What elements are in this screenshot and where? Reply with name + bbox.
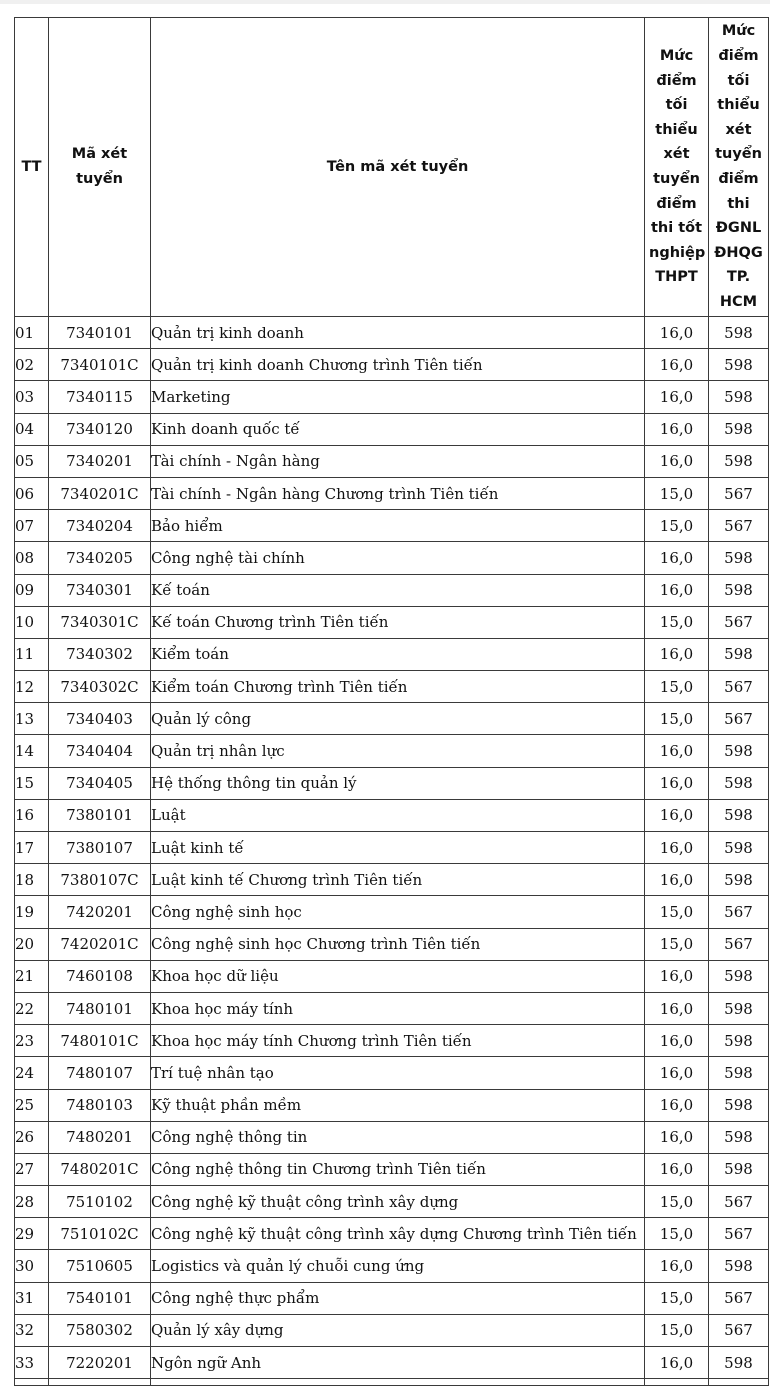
table-row	[15, 1025, 769, 1057]
row-number: 14	[15, 735, 49, 767]
empty-cell	[645, 1379, 709, 1386]
thpt-min-score: 16,0	[645, 1347, 709, 1379]
header-tt: TT	[15, 18, 49, 317]
admission-code: 7480101C	[49, 1025, 151, 1057]
program-name: Kiểm toán Chương trình Tiên tiến	[151, 671, 645, 703]
row-number: 05	[15, 445, 49, 477]
table-row	[15, 1314, 769, 1346]
program-name: Tài chính - Ngân hàng	[151, 445, 645, 477]
admission-code: 7340404	[49, 735, 151, 767]
admission-code: 7480101	[49, 992, 151, 1024]
admission-code: 7510102C	[49, 1218, 151, 1250]
thpt-min-score: 16,0	[645, 445, 709, 477]
admission-code: 7460108	[49, 960, 151, 992]
thpt-min-score: 16,0	[645, 960, 709, 992]
dgnl-min-score: 598	[709, 1089, 769, 1121]
program-name: Quản trị nhân lực	[151, 735, 645, 767]
thpt-min-score: 16,0	[645, 381, 709, 413]
program-name: Luật kinh tế	[151, 832, 645, 864]
table-row	[15, 1153, 769, 1185]
admission-code: 7480107	[49, 1057, 151, 1089]
row-number: 29	[15, 1218, 49, 1250]
admission-code: 7540101	[49, 1282, 151, 1314]
empty-cell	[49, 1379, 151, 1386]
row-number: 06	[15, 477, 49, 509]
table-row	[15, 1089, 769, 1121]
program-name: Công nghệ kỹ thuật công trình xây dựng Chương trình Tiên tiến	[151, 1218, 645, 1250]
admission-code: 7480201C	[49, 1153, 151, 1185]
thpt-min-score: 15,0	[645, 1314, 709, 1346]
dgnl-min-score: 598	[709, 767, 769, 799]
dgnl-min-score: 598	[709, 349, 769, 381]
program-name: Kế toán Chương trình Tiên tiến	[151, 606, 645, 638]
table-row	[15, 1057, 769, 1089]
row-number: 13	[15, 703, 49, 735]
dgnl-min-score: 598	[709, 413, 769, 445]
table-row	[15, 671, 769, 703]
thpt-min-score: 16,0	[645, 1153, 709, 1185]
dgnl-min-score: 598	[709, 574, 769, 606]
admission-code: 7340115	[49, 381, 151, 413]
program-name: Công nghệ thực phẩm	[151, 1282, 645, 1314]
admission-code: 7340301C	[49, 606, 151, 638]
dgnl-min-score: 598	[709, 638, 769, 670]
thpt-min-score: 15,0	[645, 1282, 709, 1314]
admission-code: 7510605	[49, 1250, 151, 1282]
dgnl-min-score: 598	[709, 1347, 769, 1379]
dgnl-min-score: 598	[709, 1057, 769, 1089]
admission-code: 7380107	[49, 832, 151, 864]
row-number: 08	[15, 542, 49, 574]
header-dgnl: Mức điểm tối thiểu xét tuyển điểm thi ĐGNL ĐHQG TP. HCM	[709, 18, 769, 317]
row-number: 22	[15, 992, 49, 1024]
row-number: 10	[15, 606, 49, 638]
table-row	[15, 1282, 769, 1314]
thpt-min-score: 15,0	[645, 510, 709, 542]
row-number: 20	[15, 928, 49, 960]
header-code: Mã xét tuyển	[49, 18, 151, 317]
row-number: 21	[15, 960, 49, 992]
admission-code: 7220201	[49, 1347, 151, 1379]
row-number: 30	[15, 1250, 49, 1282]
admission-code: 7340301	[49, 574, 151, 606]
table-row	[15, 445, 769, 477]
dgnl-min-score: 598	[709, 864, 769, 896]
thpt-min-score: 16,0	[645, 413, 709, 445]
dgnl-min-score: 567	[709, 703, 769, 735]
program-name: Tài chính - Ngân hàng Chương trình Tiên tiến	[151, 477, 645, 509]
thpt-min-score: 16,0	[645, 542, 709, 574]
admission-code: 7420201C	[49, 928, 151, 960]
table-row	[15, 799, 769, 831]
row-number: 24	[15, 1057, 49, 1089]
dgnl-min-score: 598	[709, 1250, 769, 1282]
thpt-min-score: 16,0	[645, 1250, 709, 1282]
admission-code: 7340403	[49, 703, 151, 735]
row-number: 26	[15, 1121, 49, 1153]
dgnl-min-score: 598	[709, 832, 769, 864]
thpt-min-score: 16,0	[645, 1089, 709, 1121]
table-row	[15, 349, 769, 381]
program-name: Công nghệ thông tin	[151, 1121, 645, 1153]
thpt-min-score: 15,0	[645, 1218, 709, 1250]
row-number: 11	[15, 638, 49, 670]
thpt-min-score: 15,0	[645, 606, 709, 638]
dgnl-min-score: 598	[709, 960, 769, 992]
program-name: Công nghệ thông tin Chương trình Tiên tiến	[151, 1153, 645, 1185]
row-number: 03	[15, 381, 49, 413]
row-number: 19	[15, 896, 49, 928]
thpt-min-score: 15,0	[645, 928, 709, 960]
row-number: 31	[15, 1282, 49, 1314]
dgnl-min-score: 598	[709, 1121, 769, 1153]
table-row-partial	[15, 1379, 769, 1386]
table-row	[15, 413, 769, 445]
table-row	[15, 832, 769, 864]
row-number: 33	[15, 1347, 49, 1379]
program-name: Kiểm toán	[151, 638, 645, 670]
row-number: 32	[15, 1314, 49, 1346]
admission-code: 7340101	[49, 317, 151, 349]
row-number: 07	[15, 510, 49, 542]
program-name: Kinh doanh quốc tế	[151, 413, 645, 445]
thpt-min-score: 16,0	[645, 349, 709, 381]
admission-code: 7420201	[49, 896, 151, 928]
top-divider	[0, 0, 770, 4]
table-row	[15, 606, 769, 638]
admission-code: 7340302	[49, 638, 151, 670]
program-name: Khoa học dữ liệu	[151, 960, 645, 992]
program-name: Marketing	[151, 381, 645, 413]
program-name: Khoa học máy tính	[151, 992, 645, 1024]
table-row	[15, 542, 769, 574]
table-row	[15, 992, 769, 1024]
header-name: Tên mã xét tuyển	[151, 18, 645, 317]
admission-code: 7580302	[49, 1314, 151, 1346]
dgnl-min-score: 598	[709, 735, 769, 767]
dgnl-min-score: 567	[709, 1186, 769, 1218]
dgnl-min-score: 567	[709, 1218, 769, 1250]
dgnl-min-score: 567	[709, 928, 769, 960]
empty-cell	[15, 1379, 49, 1386]
program-name: Luật	[151, 799, 645, 831]
dgnl-min-score: 567	[709, 477, 769, 509]
table-row	[15, 896, 769, 928]
row-number: 02	[15, 349, 49, 381]
thpt-min-score: 16,0	[645, 799, 709, 831]
table-row	[15, 317, 769, 349]
admission-code: 7480201	[49, 1121, 151, 1153]
admission-code: 7340405	[49, 767, 151, 799]
dgnl-min-score: 598	[709, 317, 769, 349]
admission-code: 7340204	[49, 510, 151, 542]
row-number: 23	[15, 1025, 49, 1057]
table-row	[15, 767, 769, 799]
dgnl-min-score: 567	[709, 1282, 769, 1314]
program-name: Bảo hiểm	[151, 510, 645, 542]
admission-code: 7510102	[49, 1186, 151, 1218]
thpt-min-score: 15,0	[645, 703, 709, 735]
dgnl-min-score: 567	[709, 896, 769, 928]
program-name: Quản trị kinh doanh Chương trình Tiên tiến	[151, 349, 645, 381]
admission-code: 7380107C	[49, 864, 151, 896]
program-name: Quản lý công	[151, 703, 645, 735]
table-row	[15, 928, 769, 960]
thpt-min-score: 15,0	[645, 896, 709, 928]
program-name: Công nghệ sinh học Chương trình Tiên tiến	[151, 928, 645, 960]
admission-code: 7480103	[49, 1089, 151, 1121]
row-number: 25	[15, 1089, 49, 1121]
program-name: Công nghệ kỹ thuật công trình xây dựng	[151, 1186, 645, 1218]
table-row	[15, 574, 769, 606]
table-row	[15, 381, 769, 413]
row-number: 18	[15, 864, 49, 896]
table-row	[15, 960, 769, 992]
program-name: Luật kinh tế Chương trình Tiên tiến	[151, 864, 645, 896]
admission-code: 7340302C	[49, 671, 151, 703]
row-number: 01	[15, 317, 49, 349]
header-thpt: Mức điểm tối thiểu xét tuyển điểm thi tốt nghiệp THPT	[645, 18, 709, 317]
dgnl-min-score: 598	[709, 542, 769, 574]
row-number: 12	[15, 671, 49, 703]
row-number: 27	[15, 1153, 49, 1185]
thpt-min-score: 16,0	[645, 1025, 709, 1057]
program-name: Trí tuệ nhân tạo	[151, 1057, 645, 1089]
program-name: Công nghệ sinh học	[151, 896, 645, 928]
table-row	[15, 1121, 769, 1153]
thpt-min-score: 15,0	[645, 477, 709, 509]
program-name: Quản lý xây dựng	[151, 1314, 645, 1346]
dgnl-min-score: 567	[709, 510, 769, 542]
header-row	[15, 18, 769, 317]
dgnl-min-score: 567	[709, 606, 769, 638]
admission-code: 7380101	[49, 799, 151, 831]
thpt-min-score: 16,0	[645, 638, 709, 670]
program-name: Ngôn ngữ Anh	[151, 1347, 645, 1379]
dgnl-min-score: 598	[709, 445, 769, 477]
thpt-min-score: 16,0	[645, 574, 709, 606]
table-row	[15, 1347, 769, 1379]
thpt-min-score: 15,0	[645, 1186, 709, 1218]
admission-code: 7340120	[49, 413, 151, 445]
table-row	[15, 1218, 769, 1250]
program-name: Hệ thống thông tin quản lý	[151, 767, 645, 799]
program-name: Logistics và quản lý chuỗi cung ứng	[151, 1250, 645, 1282]
dgnl-min-score: 598	[709, 799, 769, 831]
dgnl-min-score: 598	[709, 992, 769, 1024]
admission-code: 7340205	[49, 542, 151, 574]
row-number: 04	[15, 413, 49, 445]
row-number: 09	[15, 574, 49, 606]
program-name: Kỹ thuật phần mềm	[151, 1089, 645, 1121]
table-row	[15, 1250, 769, 1282]
empty-cell	[709, 1379, 769, 1386]
thpt-min-score: 16,0	[645, 1057, 709, 1089]
row-number: 15	[15, 767, 49, 799]
thpt-min-score: 16,0	[645, 992, 709, 1024]
dgnl-min-score: 567	[709, 671, 769, 703]
table-row	[15, 864, 769, 896]
row-number: 16	[15, 799, 49, 831]
table-row	[15, 735, 769, 767]
dgnl-min-score: 567	[709, 1314, 769, 1346]
thpt-min-score: 16,0	[645, 735, 709, 767]
dgnl-min-score: 598	[709, 381, 769, 413]
dgnl-min-score: 598	[709, 1025, 769, 1057]
dgnl-min-score: 598	[709, 1153, 769, 1185]
program-name: Kế toán	[151, 574, 645, 606]
table-row	[15, 510, 769, 542]
program-name: Khoa học máy tính Chương trình Tiên tiến	[151, 1025, 645, 1057]
thpt-min-score: 16,0	[645, 1121, 709, 1153]
thpt-min-score: 16,0	[645, 864, 709, 896]
table-row	[15, 477, 769, 509]
thpt-min-score: 16,0	[645, 317, 709, 349]
admission-code: 7340101C	[49, 349, 151, 381]
row-number: 17	[15, 832, 49, 864]
admission-code: 7340201C	[49, 477, 151, 509]
empty-cell	[151, 1379, 645, 1386]
table-row	[15, 703, 769, 735]
admission-score-table	[14, 17, 769, 1386]
thpt-min-score: 16,0	[645, 832, 709, 864]
row-number: 28	[15, 1186, 49, 1218]
program-name: Công nghệ tài chính	[151, 542, 645, 574]
admission-code: 7340201	[49, 445, 151, 477]
table-row	[15, 638, 769, 670]
program-name: Quản trị kinh doanh	[151, 317, 645, 349]
table-row	[15, 1186, 769, 1218]
thpt-min-score: 15,0	[645, 671, 709, 703]
thpt-min-score: 16,0	[645, 767, 709, 799]
